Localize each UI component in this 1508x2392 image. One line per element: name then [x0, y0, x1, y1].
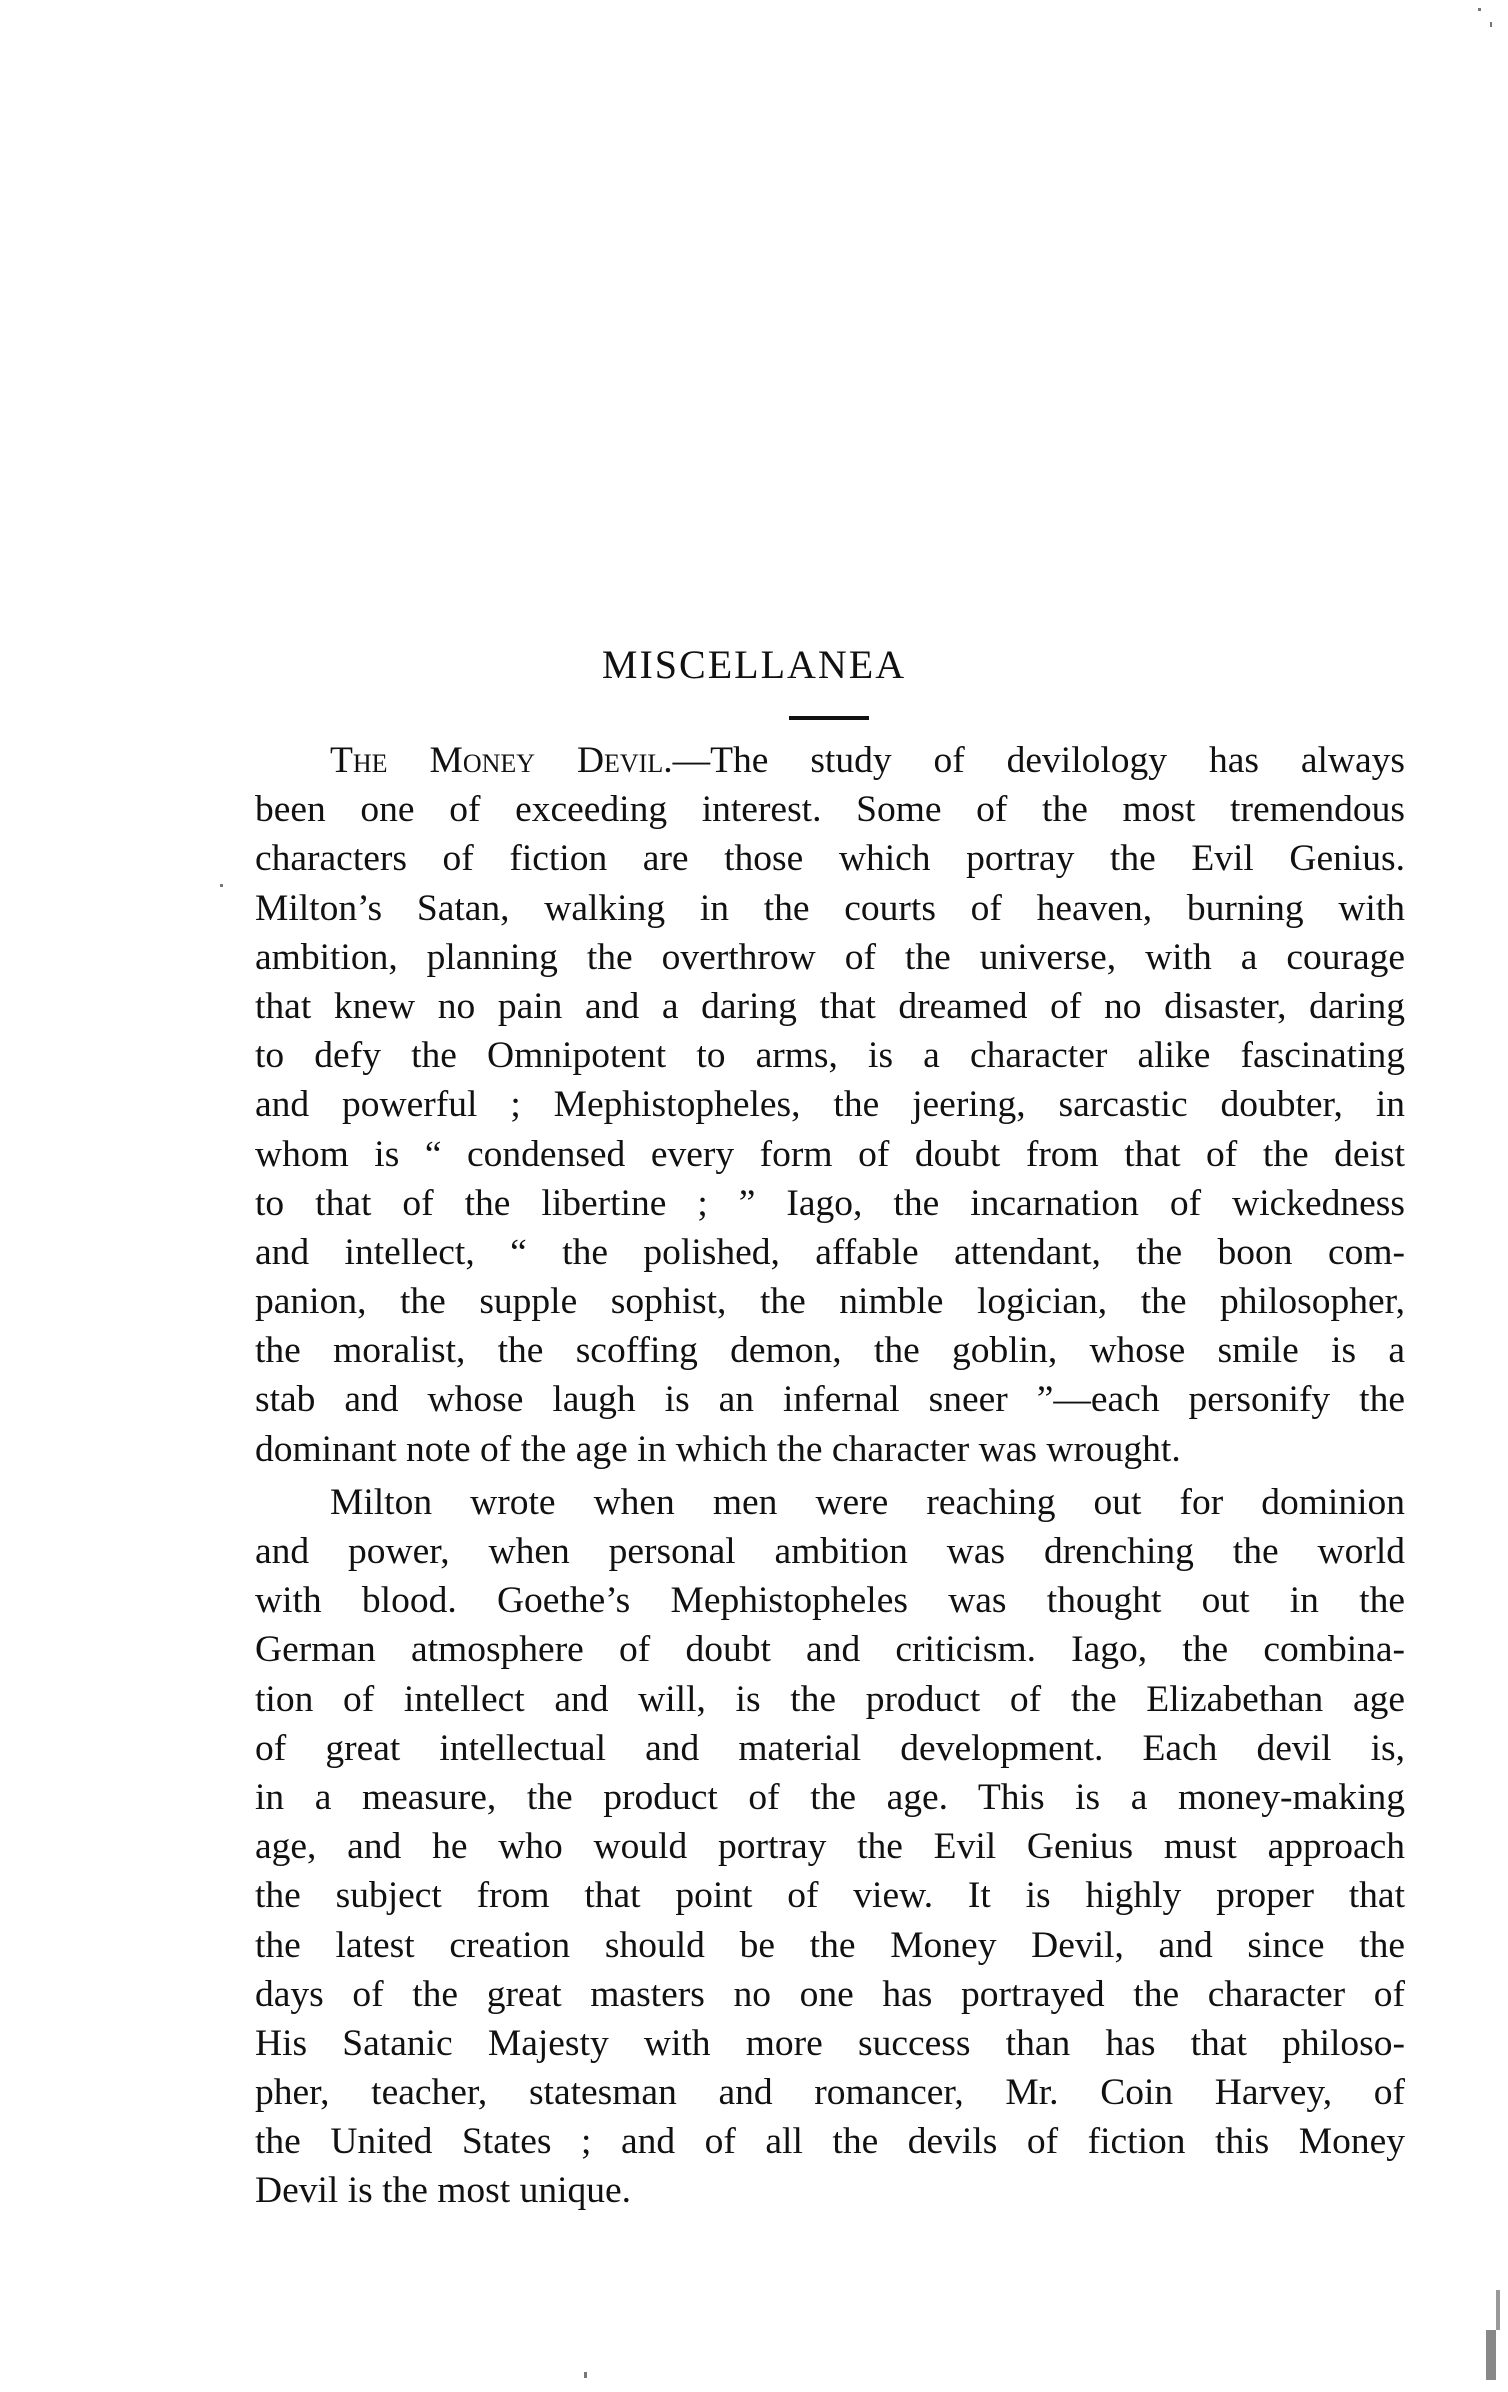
scan-speck	[1496, 2290, 1500, 2330]
text-line: the subject from that point of view. It is highly proper that	[255, 1875, 1405, 1917]
text-line: and intellect, “ the polished, affable attendant, the boon com-	[255, 1231, 1405, 1273]
text-line: of great intellectual and material development. Each devil is,	[255, 1727, 1405, 1769]
text-line: been one of exceeding interest. Some of the most tremendous	[255, 789, 1405, 831]
scan-speck	[1486, 2330, 1496, 2380]
paragraph	[255, 1478, 1405, 2216]
text-line: the United States ; and of all the devils of fiction this Money	[255, 2121, 1405, 2163]
text-line: and powerful ; Mephistopheles, the jeering, sarcastic doubter, in	[255, 1084, 1405, 1126]
text-line: characters of fiction are those which portray the Evil Genius.	[255, 838, 1405, 880]
text-line: The Money Devil.—The study of devilology has always	[330, 740, 1405, 781]
paragraph	[255, 736, 1405, 1474]
text-line: that knew no pain and a daring that dreamed of no disaster, daring	[255, 985, 1405, 1027]
text-line: panion, the supple sophist, the nimble logician, the philosopher,	[255, 1281, 1405, 1323]
text-line: Devil is the most unique.	[255, 2170, 632, 2212]
body-text	[255, 736, 1405, 2216]
text-line: and power, when personal ambition was drenching the world	[255, 1531, 1405, 1572]
text-line: German atmosphere of doubt and criticism. Iago, the combina-	[255, 1629, 1405, 1671]
text-line: Milton wrote when men were reaching out for dominion	[330, 1481, 1405, 1523]
text-line: with blood. Goethe’s Mephistopheles was thought out in the	[255, 1580, 1405, 1622]
text-line: the moralist, the scoffing demon, the goblin, whose smile is a	[255, 1330, 1405, 1372]
text-line: His Satanic Majesty with more success than has that philoso-	[255, 2022, 1405, 2064]
text-line: the latest creation should be the Money Devil, and since the	[255, 1924, 1405, 1966]
heading-rule	[789, 716, 869, 720]
page-heading: MISCELLANEA	[601, 642, 907, 687]
text-line: stab and whose laugh is an infernal sneer ”—each personify the	[255, 1379, 1405, 1421]
text-line: whom is “ condensed every form of doubt from that of the deist	[255, 1133, 1405, 1175]
scan-speck	[1478, 8, 1481, 11]
text-line: age, and he who would portray the Evil Genius must approach	[255, 1826, 1405, 1868]
scan-speck	[584, 2372, 587, 2378]
scan-speck	[220, 884, 223, 887]
text-line: pher, teacher, statesman and romancer, Mr. Coin Harvey, of	[255, 2072, 1405, 2114]
text-line: dominant note of the age in which the character was wrought.	[255, 1428, 1181, 1470]
text-line: to that of the libertine ; ” Iago, the incarnation of wickedness	[255, 1182, 1405, 1224]
text-line: days of the great masters no one has portrayed the character of	[255, 1973, 1405, 2015]
section-lead: The Money Devil.	[330, 740, 673, 781]
text-line: tion of intellect and will, is the product of the Elizabethan age	[255, 1678, 1405, 1720]
text-line: Milton’s Satan, walking in the courts of heaven, burning with	[255, 887, 1405, 929]
text-line: in a measure, the product of the age. This is a money-making	[255, 1776, 1405, 1818]
text-line: to defy the Omnipotent to arms, is a character alike fascinating	[255, 1035, 1405, 1077]
text-line: ambition, planning the overthrow of the universe, with a courage	[255, 936, 1405, 978]
scan-speck	[1490, 22, 1492, 27]
